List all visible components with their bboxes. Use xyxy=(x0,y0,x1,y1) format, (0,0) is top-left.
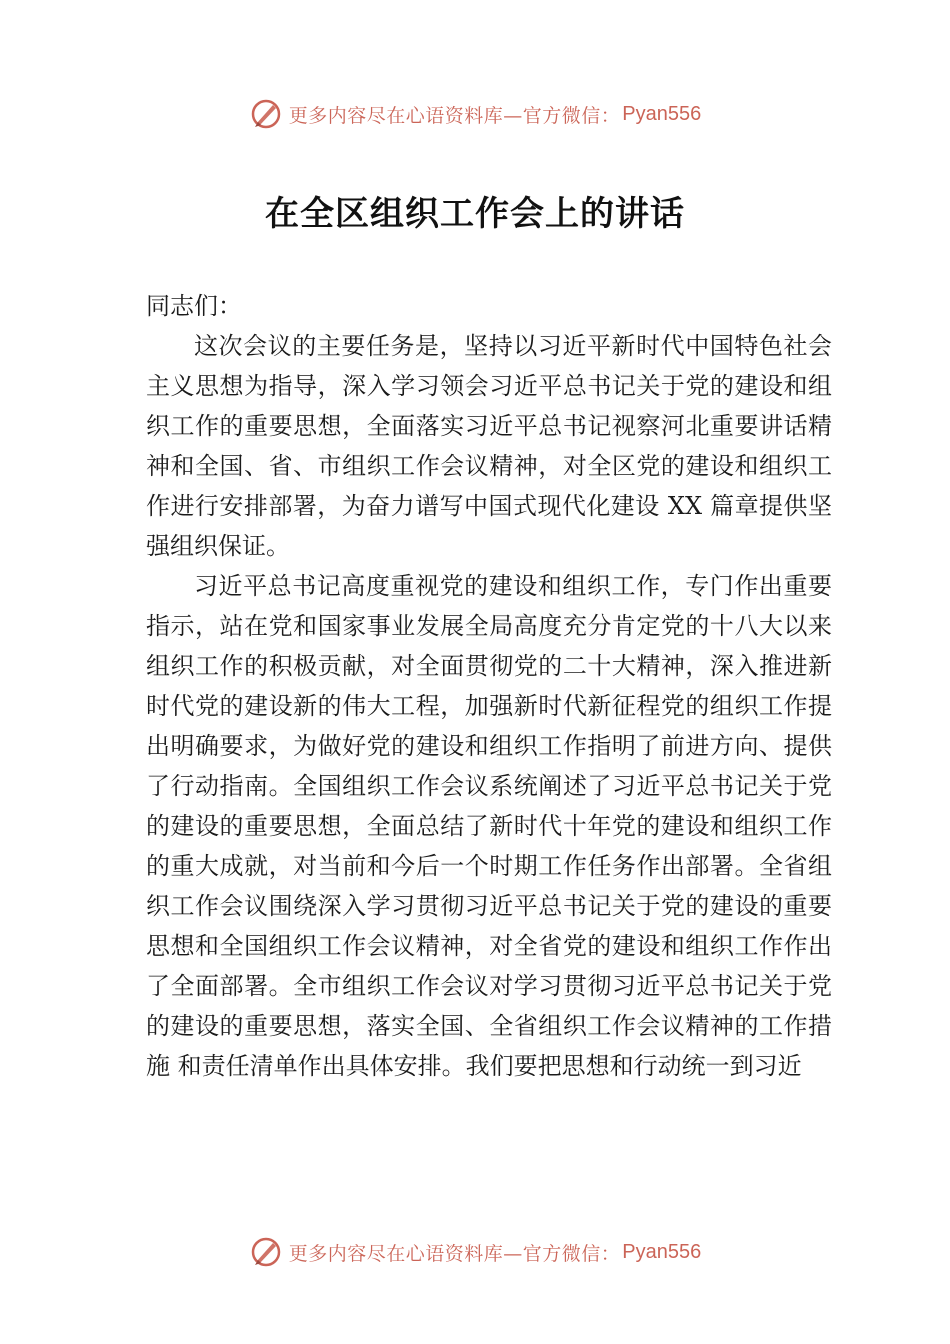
pen-logo-icon xyxy=(249,97,283,131)
watermark-wechat-id: Pyan556 xyxy=(622,1240,702,1263)
watermark-wechat-id: Pyan556 xyxy=(622,102,702,125)
paragraph-1: 这次会议的主要任务是，坚持以习近平新时代中国特色社会主义思想为指导，深入学习领会习近平总书记关于党的建设和组织工作的重要思想，全面落实习近平总书记视察河北重要讲话精神和全国、省、市组织工作会议精神，对全区党的建设和组织工作进行安排部署，为奋力谱写中国式现代化建设 XX 篇章提供坚强组织保证。 xyxy=(146,332,832,560)
footer-watermark xyxy=(0,1232,950,1272)
salutation: 同志们： xyxy=(146,292,242,320)
paragraph-2: 习近平总书记高度重视党的建设和组织工作，专门作出重要指示，站在党和国家事业发展全局高度充分肯定党的十八大以来组织工作的积极贡献，对全面贯彻党的二十大精神，深入推进新时代党的建设新的伟大工程，加强新时代新征程党的组织工作提出明确要求，为做好党的建设和组织工作指明了前进方向、提供了行动指南。全国组织工作会议系统阐述了习近平总书记关于党的建设的重要思想，全面总结了新时代十年党的建设和组织工作的重大成就，对当前和今后一个时期工作任务作出部署。全省组织工作会议围绕深入学习贯彻习近平总书记关于党的建设的重要思想和全国组织工作会议精神，对全省党的建设和组织工作作出了全面部署。全市组织工作会议对学习贯彻习近平总书记关于党的建设的重要思想，落实全国、全省组织工作会议精神的工作措施 和责任清单作出具体安排。我们要把思想和行动统一到习近 xyxy=(146,572,832,1080)
document-body xyxy=(146,286,832,1086)
watermark-text: 更多内容尽在心语资料库—官方微信： xyxy=(288,1242,621,1265)
watermark-text: 更多内容尽在心语资料库—官方微信： xyxy=(288,104,621,127)
pen-logo-icon xyxy=(249,1235,283,1269)
header-watermark xyxy=(0,94,950,134)
document-title: 在全区组织工作会上的讲话 xyxy=(265,194,685,234)
